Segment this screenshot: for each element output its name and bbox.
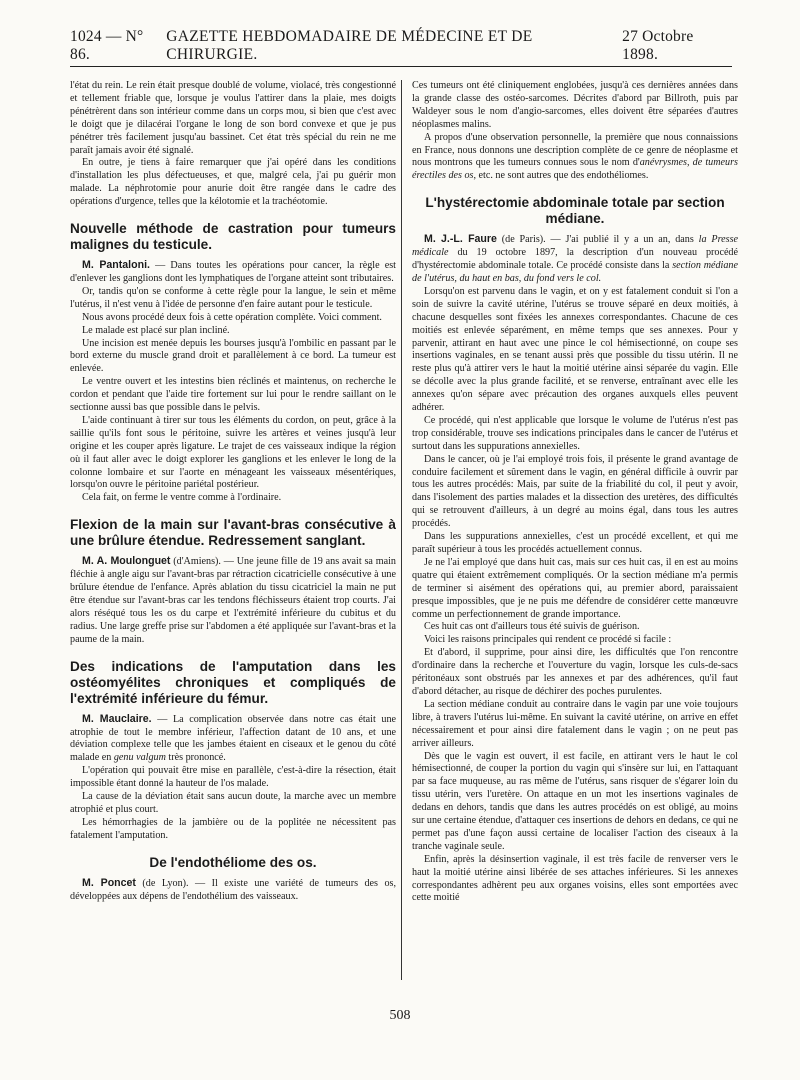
header-date: 27 Octobre 1898. xyxy=(622,28,694,63)
author-name: M. A. Moulonguet xyxy=(82,555,171,568)
paragraph: Cela fait, on ferme le ventre comme à l'ordinaire. xyxy=(82,492,282,504)
header-journal-title: GAZETTE HEBDOMADAIRE DE MÉDECINE ET DE CHIRURGIE. xyxy=(166,28,533,63)
section-heading: De l'endothéliome des os. xyxy=(149,854,317,870)
paragraph: Dès que le vagin est ouvert, il est facile, en attirant vers le haut le col hémisectionné, de couper la portion du vagin qui s'insère sur lui, en l'attaquant par sa face muqueuse, au ras même de l'utérus, sans risquer de s'égarer loin du tissu utérin, vers l'uretère. On attaque en un mot les insertions vaginales de dedans en dehors, tandis que dans les autres procédés on est obligé, au moins sur une certaine étendue, d'attaquer ces insertions de dehors en dedans, ce qui ne permet pas d'une façon aussi certaine de localiser l'action des ciseaux à la tranche vaginale seule. xyxy=(412,750,738,852)
paragraph: — Dans toutes les opérations pour cancer, la règle est d'enlever les ganglions dont les lymphatiques de l'organe atteint sont tributaires. xyxy=(70,260,396,284)
paragraph: Les hémorrhagies de la jambière ou de la poplitée ne nécessitent pas fatalement l'amputation. xyxy=(70,816,396,841)
paragraph: très prononcé. xyxy=(165,752,226,764)
paragraph: (d'Amiens). — Une jeune fille de 19 ans avait sa main fléchie à angle aigu sur l'avant-bras par rétraction cicatricielle consécutive à une brûlure étendue de l'enfance. Après ablation du tissu cicatriciel la main ne put être étendue sur l'avant-bras car les tendons fléchisseurs étaient trop courts. J'ai alors réséqué tous les os du carpe et l'extrémité inférieure du cubitus et du radius. Une large greffe prise sur l'abdomen a été appliquée sur l'avant-bras et la paume de la main. xyxy=(70,556,396,645)
page-number: 508 xyxy=(389,1008,411,1023)
running-header xyxy=(70,28,732,67)
paragraph: Ce procédé, qui n'est applicable que lorsque le volume de l'utérus n'est pas trop considérable, trouve ses indications principales dans le cancer de l'utérus et surtout dans les suppurations annexielles. xyxy=(412,414,738,452)
section-heading: Des indications de l'amputation dans les ostéomyélites chroniques et compliqués de l'extrémité inférieure du fémur. xyxy=(70,658,396,706)
paragraph: Et d'abord, il supprime, pour ainsi dire, les difficultés que l'on rencontre d'ordinaire dans la recherche et l'ouverture du vagin, lorsque les culs-de-sacs péritonéaux sont obstrués par les annexes et par des adhérences, qu'il faut d'abord détacher, au risque de déchirer des poches purulentes. xyxy=(412,647,738,697)
paragraph: A propos d'une observation personnelle, la première que nous connaissions en France, nous donnons une description complète de ce genre de néoplasme et nous montrons que les tumeurs connues sous le nom d' xyxy=(412,131,738,169)
paragraph: (de Paris). — J'ai publié il y a un an, dans xyxy=(496,234,699,246)
author-name: M. Mauclaire. xyxy=(82,712,152,725)
section-heading: L'hystérectomie abdominale totale par section médiane. xyxy=(425,195,725,227)
section-heading: Flexion de la main sur l'avant-bras consécutive à une brûlure étendue. Redressement sanglant. xyxy=(70,517,396,549)
paragraph: Dans les suppurations annexielles, c'est un procédé excellent, et qui me paraît supérieur à tous les procédés actuellement connus. xyxy=(412,531,738,555)
paragraph: L'opération qui pouvait être mise en parallèle, c'est-à-dire la résection, était impossible étant donné la hauteur de l'os malade. xyxy=(70,765,396,790)
paragraph: L'aide continuant à tirer sur tous les éléments du cordon, on peut, grâce à la saillie qu'ils font sous le péritoine, suivre les artères et veines jusqu'à leur origine et les couper après ligature. Le trajet de ces vaisseaux indique la région où il faut aller avec le doigt explorer les ganglions et les enlever le long de la colonne lombaire et sur l'aorte en ménageant les vaisseaux mésentériques, lorsqu'on ouvre le péritoine pariétal postérieur. xyxy=(70,414,396,491)
paragraph: La section médiane conduit au contraire dans le vagin par une voie toujours libre, à travers l'utérus lui-même. En suivant la cavité utérine, on arrive en effet nécessairement et pour ainsi dire fatalement dans le vagin ; on ne peut pas arriver ailleurs. xyxy=(412,698,738,749)
column-divider xyxy=(401,80,402,980)
paragraph: Le malade est placé sur plan incliné. xyxy=(82,324,230,336)
header-issue: 1024 — N° 86. xyxy=(70,28,144,63)
paragraph: Ces huit cas ont d'ailleurs tous été suivis de guérison. xyxy=(424,621,640,633)
paragraph: , etc. ne sont autres que des endothéliomes. xyxy=(473,170,649,182)
paragraph: — La complication observée dans notre cas était une atrophie de tout le membre inférieur, l'affection datant de 10 ans, et une déviation complexe telle que les jambes étaient en ciseaux et le genou du côté malade en xyxy=(70,713,397,764)
paragraph: Je ne l'ai employé que dans huit cas, mais sur ces huit cas, il en est au moins quatre qui étaient extrêmement compliqués. Or la section médiane m'a permis de terminer si aisément des opérations qui, au premier abord, paraissaient presque impossibles, que je ne puis me défendre de considérer cette manœuvre comme un perfectionnement de grande importance. xyxy=(412,556,738,620)
section-heading: Nouvelle méthode de castration pour tumeurs malignes du testicule. xyxy=(70,221,396,253)
paragraph: Le ventre ouvert et les intestins bien réclinés et maintenus, on recherche le cordon et pendant que l'aide tire fortement sur lui pour le rendre saillant on le sectionne aussi bas que possible dans le pelvis. xyxy=(70,376,396,414)
paragraph: Voici les raisons principales qui rendent ce procédé si facile : xyxy=(424,634,672,646)
left-column xyxy=(70,80,396,904)
paragraph: Enfin, après la désinsertion vaginale, il est très facile de renverser vers le haut la moitié utérine ainsi libérée de ses attaches inférieures. Si les annexes correspondantes adhèrent peu aux organes voisins, elles sont emportées avec cette moitié xyxy=(412,853,738,904)
italic-term: la Presse médicale xyxy=(412,234,738,259)
paragraph: La cause de la déviation était sans aucun doute, la marche avec un membre atrophié et plus court. xyxy=(70,791,396,815)
right-column xyxy=(412,80,738,905)
italic-term: anévrysmes, de tumeurs érectiles des os xyxy=(412,157,738,182)
author-name: M. J.-L. Faure xyxy=(424,233,497,246)
italic-term: section médiane de l'utérus, du haut en bas, du fond vers le col. xyxy=(412,260,738,284)
paragraph: Dans le cancer, où je l'ai employé trois fois, il présente le grand avantage de conduire facilement et sûrement dans le vagin, en général difficile à ouvrir par tous les autres procédés: Mais, par suite de la friabilité du col, il peut y avoir, dans l'isolement des parties malades et la dissection des uretères, des difficultés qui se retrouvent d'ailleurs, à un degré au moins égal, dans tous les autres procédés. xyxy=(412,453,738,530)
paragraph: Or, tandis qu'on se conforme à cette règle pour la langue, le sein et même l'utérus, il n'est venu à l'idée de personne d'en faire autant pour le testicule. xyxy=(70,285,396,310)
italic-term: genu valgum xyxy=(113,752,166,764)
author-name: M. Pantaloni. xyxy=(82,259,150,272)
paragraph: Lorsqu'on est parvenu dans le vagin, et on y est fatalement conduit si l'on a soin de suivre la cavité utérine, l'utérus se trouve séparé en deux moitiés, à chacune desquelles sont fixées les annexes correspondantes. Chacune de ces moitiés est enlevée séparément, en même temps que ses annexes. Pour y parvenir, attirant en haut avec une pince le col hémisectionné, on coupe ses insertions vaginales, en se tenant aussi près que possible du tissu utérin. Il ne reste plus qu'à attirer vers le haut la moitié utérine ainsi séparée du vagin. Elle se décolle avec la plus grande facilité, et se renverse, entraînant avec elle les annexes qu'on sépare avec précaution des organes auxquels elles peuvent adhérer. xyxy=(412,285,738,414)
paragraph: En outre, je tiens à faire remarquer que j'ai opéré dans les conditions d'installation les plus défectueuses, et que, malgré cela, j'ai pu guérir mon malade. La néphrotomie pour anurie doit être rangée dans le cadre des opérations d'urgence, telles que la kélotomie et la trachéotomie. xyxy=(70,157,396,208)
paragraph: (de Lyon). — Il existe une variété de tumeurs des os, développées aux dépens de l'endothélium des vaisseaux. xyxy=(70,877,396,902)
paragraph: l'état du rein. Le rein était presque doublé de volume, violacé, très congestionné et tellement friable que, lorsque je voulus l'attirer dans la plaie, mes doigts pénétrèrent dans son intérieur comme dans un corps mou, si bien que c'est avec le doigt que je dilacérai l'organe le long de son bord convexe et que je pus pénétrer très facilement jusqu'au bassinet. Cet état très spécial du rein ne me paraît jamais avoir été signalé. xyxy=(70,80,396,156)
paragraph: Ces tumeurs ont été cliniquement englobées, jusqu'à ces dernières années dans la grande classe des ostéo-sarcomes. Décrites d'abord par Billroth, puis par Waldeyer sous le nom d'angio-sarcomes, elles doivent être séparées d'autres néoplasmes malins. xyxy=(412,80,738,130)
author-name: M. Poncet xyxy=(82,876,136,889)
paragraph: Nous avons procédé deux fois à cette opération complète. Voici comment. xyxy=(82,311,382,323)
paragraph: du 19 octobre 1897, la description d'un nouveau procédé d'hystérectomie abdominale totale. Ce procédé consiste dans la xyxy=(412,247,738,272)
paragraph: Une incision est menée depuis les bourses jusqu'à l'ombilic en passant par le bord externe du muscle grand droit et parallèlement à ce bord. La tumeur est enlevée. xyxy=(70,337,396,375)
